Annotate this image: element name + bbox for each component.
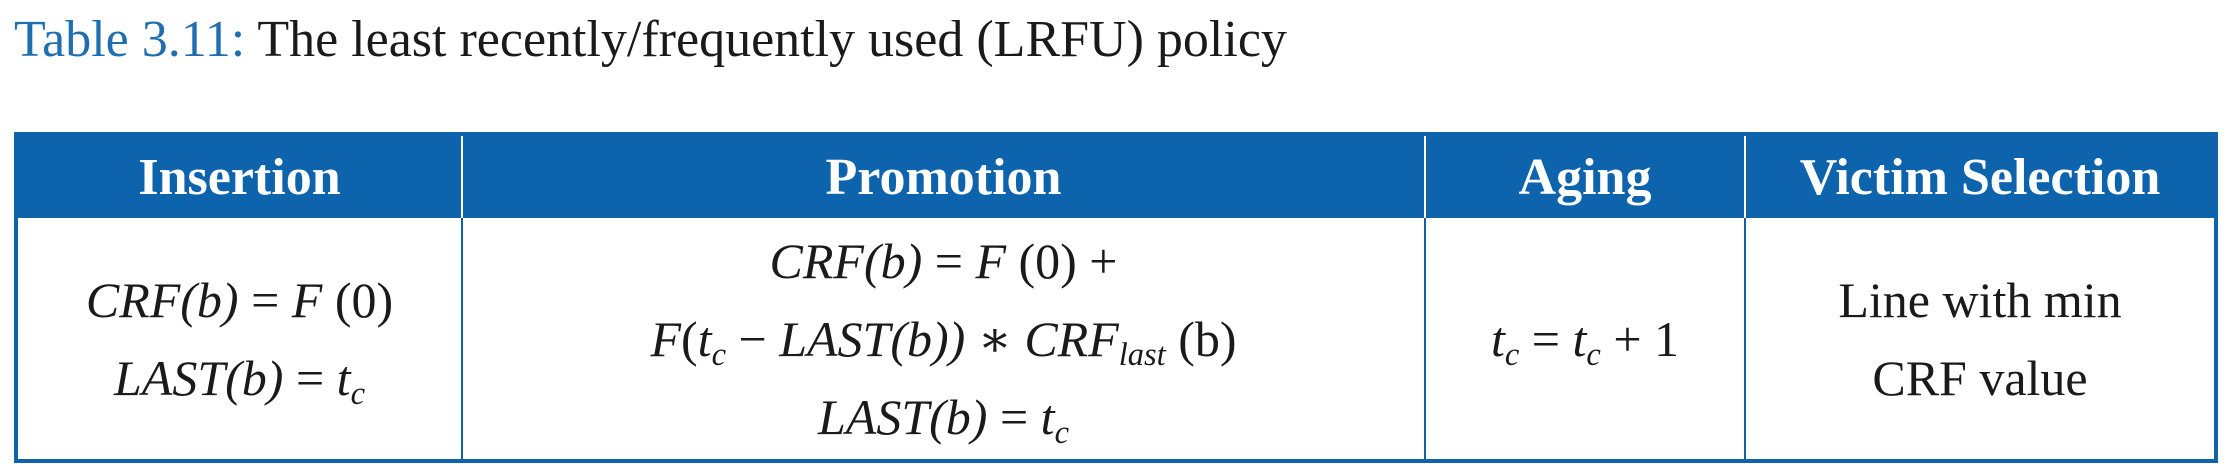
caption-label: Table 3.11: — [14, 11, 246, 68]
insertion-formula-last: LAST(b) = $t_c$ — [113, 349, 366, 412]
promotion-formula-line1: CRF(b) = F (0) + — [769, 232, 1118, 289]
cell-insertion — [18, 218, 462, 459]
table-row — [18, 218, 2214, 459]
policy-table — [14, 132, 2218, 463]
table-caption — [14, 8, 1287, 72]
victim-selection-line1: Line with min — [1838, 271, 2122, 328]
cell-promotion — [462, 218, 1425, 459]
header-promotion: Promotion — [462, 136, 1425, 218]
header-insertion: Insertion — [18, 136, 462, 218]
aging-formula: $t_c = t_c + 1$ — [1490, 310, 1680, 373]
victim-selection-line2: CRF value — [1872, 349, 2088, 406]
header-aging: Aging — [1425, 136, 1745, 218]
cell-aging — [1425, 218, 1745, 459]
header-victim-selection: Victim Selection — [1745, 136, 2214, 218]
insertion-formula-crf: CRF(b) = F (0) — [85, 271, 394, 328]
table-header-row — [18, 136, 2214, 218]
promotion-formula-line2: $F(t_c$ − LAST(b)) ∗ $CRF_{last}$ (b) — [650, 310, 1237, 373]
promotion-formula-line3: LAST(b) = $t_c$ — [817, 388, 1070, 451]
cell-victim-selection — [1745, 218, 2214, 459]
caption-text: The least recently/frequently used (LRFU) policy — [257, 11, 1287, 68]
